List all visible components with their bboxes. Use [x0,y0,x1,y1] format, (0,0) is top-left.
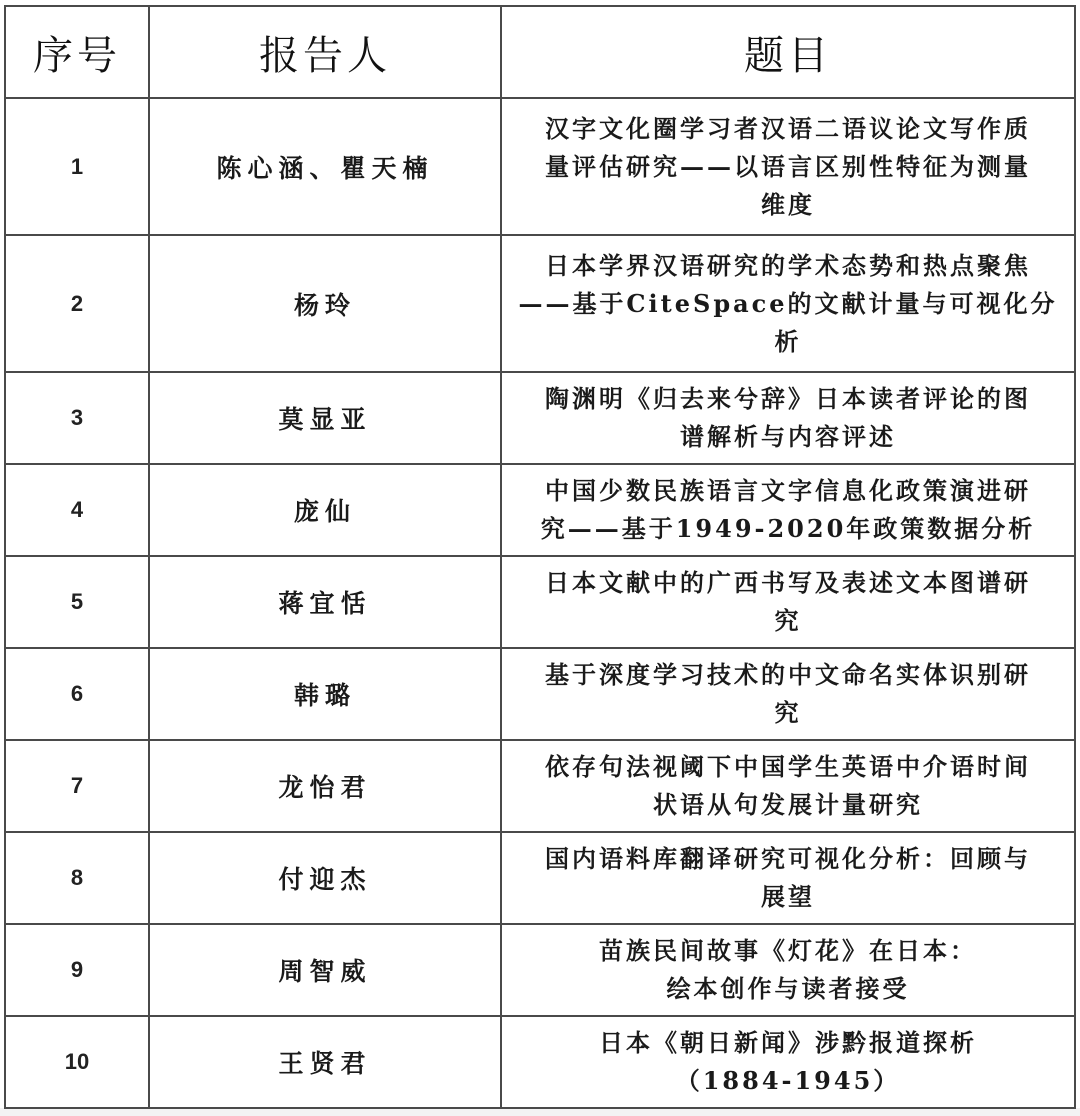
row-presenter: 杨玲 [149,235,501,372]
row-number: 4 [5,464,149,556]
table-row [5,648,1075,740]
title-line: 量评估研究——以语言区别性特征为测量 [545,151,1031,181]
title-line: 维度 [761,189,815,219]
table-row [5,1016,1075,1108]
row-title [501,464,1075,556]
title-line: 展望 [761,882,815,911]
table-row [5,98,1075,235]
row-number: 10 [5,1016,149,1108]
row-number: 7 [5,740,149,832]
row-presenter: 韩璐 [149,648,501,740]
title-line: （1884-1945） [675,1066,901,1095]
title-line: 基于深度学习技术的中文命名实体识别研 [545,660,1031,689]
title-line: 日本《朝日新闻》涉黔报道探析 [599,1028,977,1057]
title-line: 日本学界汉语研究的学术态势和热点聚焦 [545,250,1031,280]
header-presenter: 报告人 [149,6,501,98]
row-title [501,648,1075,740]
row-title [501,556,1075,648]
title-line: ——基于CiteSpace的文献计量与可视化分 [518,288,1058,318]
row-number: 3 [5,372,149,464]
row-title [501,98,1075,235]
title-line: 汉字文化圈学习者汉语二语议论文写作质 [545,113,1031,143]
row-title [501,924,1075,1016]
row-presenter: 王贤君 [149,1016,501,1108]
row-presenter: 陈心涵、瞿天楠 [149,98,501,235]
title-line: 苗族民间故事《灯花》在日本： [599,936,977,965]
table-row [5,832,1075,924]
table-row [5,556,1075,648]
title-line: 中国少数民族语言文字信息化政策演进研 [545,476,1031,505]
page-bottom-margin [0,1108,1080,1116]
header-number: 序号 [5,6,149,98]
title-line: 陶渊明《归去来兮辞》日本读者评论的图 [545,384,1031,413]
title-line: 究 [774,606,802,635]
title-line: 究——基于1949-2020年政策数据分析 [540,514,1036,543]
row-title [501,235,1075,372]
table-row [5,235,1075,372]
table-row [5,924,1075,1016]
presentation-schedule-table [4,5,1076,1109]
row-number: 8 [5,832,149,924]
header-title: 题目 [501,6,1075,98]
row-number: 2 [5,235,149,372]
row-presenter: 莫显亚 [149,372,501,464]
row-title [501,1016,1075,1108]
title-line: 究 [774,698,802,727]
row-presenter: 付迎杰 [149,832,501,924]
title-line: 绘本创作与读者接受 [666,974,910,1003]
title-line: 谱解析与内容评述 [680,422,896,451]
row-title [501,832,1075,924]
table-header-row [5,6,1075,98]
title-line: 日本文献中的广西书写及表述文本图谱研 [545,568,1031,597]
table-row [5,464,1075,556]
row-presenter: 周智威 [149,924,501,1016]
row-title [501,740,1075,832]
row-number: 1 [5,98,149,235]
row-number: 9 [5,924,149,1016]
table-row [5,372,1075,464]
title-line: 析 [774,326,802,356]
title-line: 状语从句发展计量研究 [653,790,923,819]
row-presenter: 庞仙 [149,464,501,556]
title-line: 国内语料库翻译研究可视化分析：回顾与 [545,844,1031,873]
table-row [5,740,1075,832]
row-number: 6 [5,648,149,740]
title-line: 依存句法视阈下中国学生英语中介语时间 [545,752,1031,781]
row-title [501,372,1075,464]
row-number: 5 [5,556,149,648]
row-presenter: 龙怡君 [149,740,501,832]
row-presenter: 蒋宜恬 [149,556,501,648]
